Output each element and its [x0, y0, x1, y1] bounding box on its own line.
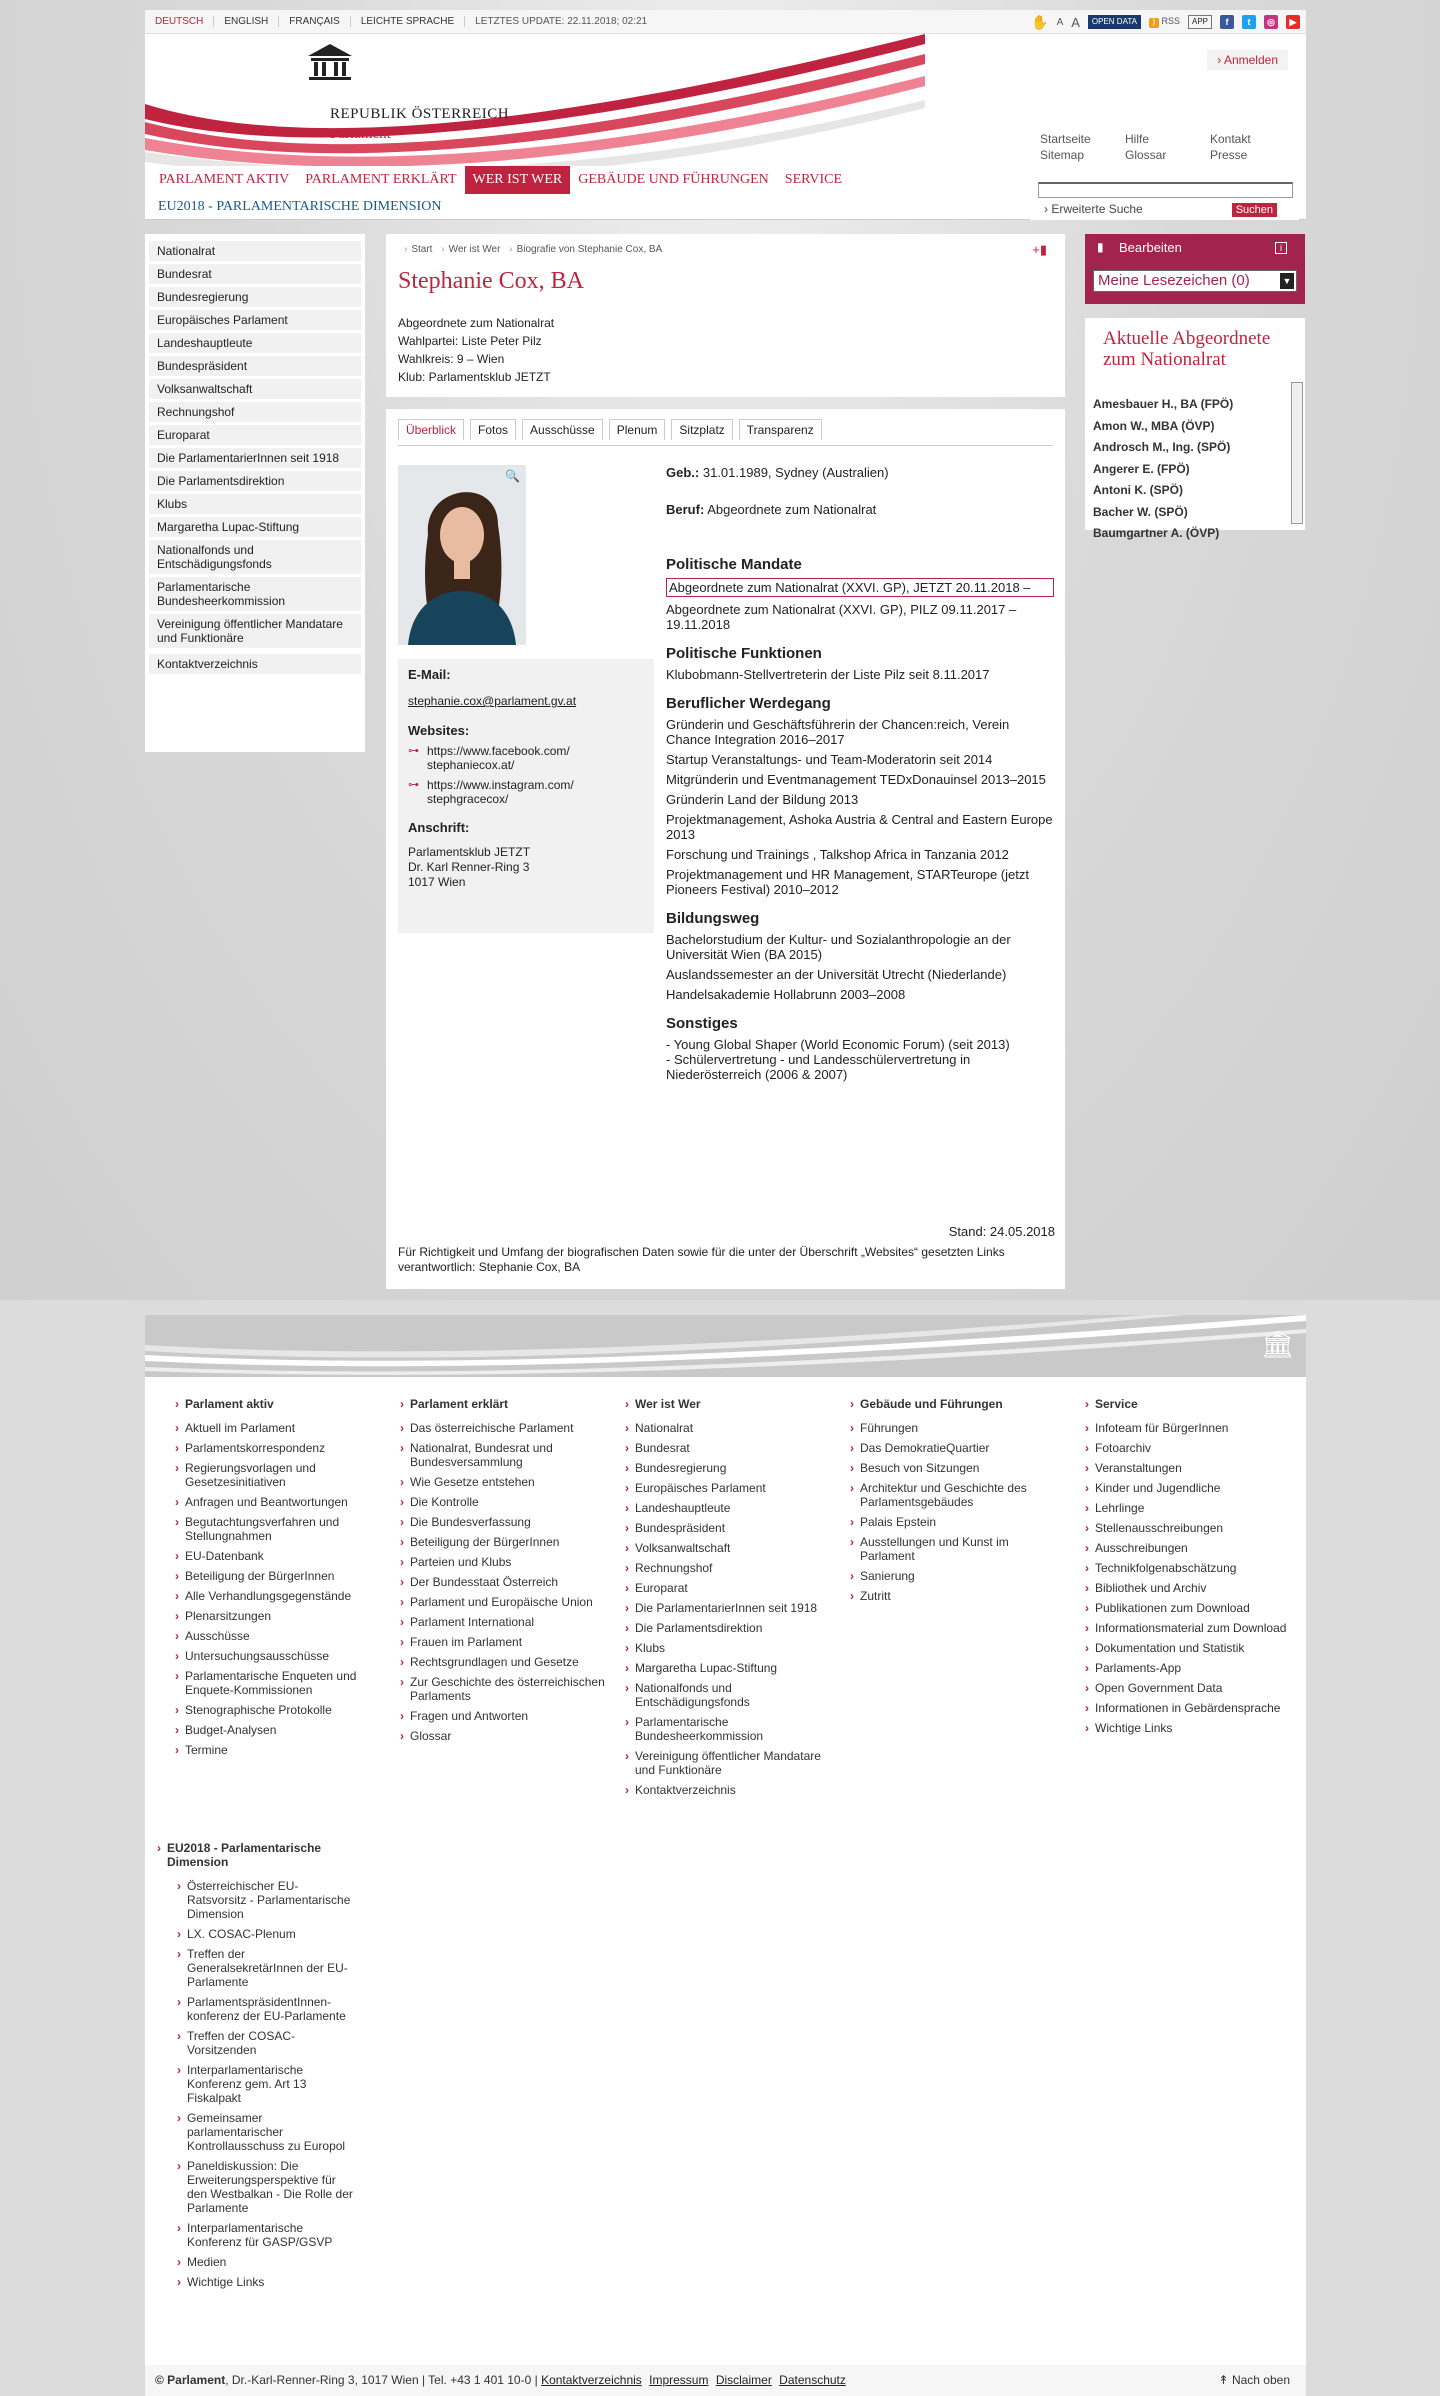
font-small-button[interactable]: A — [1056, 16, 1064, 28]
bio-content — [386, 409, 1065, 1289]
sidebar-item[interactable]: Volksanwaltschaft — [149, 379, 361, 399]
footer-link[interactable]: › Lehrlinge — [1095, 1501, 1295, 1515]
cv-item: Handelsakademie Hollabrunn 2003–2008 — [666, 987, 906, 1002]
person-info: Abgeordnete zum Nationalrat Wahlpartei: Liste Peter Pilz Wahlkreis: 9 – Wien Klub: Parlamentsklub JETZT — [398, 316, 555, 384]
portrait-photo[interactable] — [398, 465, 526, 645]
nav-wer-ist-wer[interactable]: WER IST WER — [465, 166, 571, 194]
sidebar-item[interactable]: Europäisches Parlament — [149, 310, 361, 330]
footer-column-heading[interactable]: › Parlament aktiv — [185, 1397, 385, 1411]
contact-box: E-Mail: stephanie.cox@parlament.gv.at Websites: ⊶ https://www.facebook.com/ stephaniecox.at/ ⊶ https://www.instagram.com/ stephgracecox/ Anschrift: Parlamentsklub JETZT Dr. Karl Renner-Ring 3 1017 Wien — [398, 659, 654, 933]
footer-link[interactable]: › Ausschüsse — [185, 1629, 385, 1643]
footer-link[interactable]: › Paneldiskussion: Die Erweiterungsperspektive für den Westbalkan - Die Rolle der Parlamente — [187, 2159, 357, 2215]
footer-link[interactable]: › Informationsmaterial zum Download — [1095, 1621, 1295, 1635]
facebook-icon[interactable]: f — [1220, 15, 1234, 29]
footer-link[interactable]: › LX. COSAC-Plenum — [187, 1927, 357, 1941]
current-mps-panel — [1085, 318, 1305, 540]
cv-item: Mitgründerin und Eventmanagement TEDxDonauinsel 2013–2015 — [666, 772, 1046, 787]
footer-link[interactable]: › Bundesregierung — [635, 1461, 835, 1475]
footer-link[interactable]: › Der Bundesstaat Österreich — [410, 1575, 610, 1589]
sidebar-item[interactable]: Landeshauptleute — [149, 333, 361, 353]
footer-link[interactable]: › Sanierung — [860, 1569, 1060, 1583]
footer-link[interactable]: › Veranstaltungen — [1095, 1461, 1295, 1475]
top-bar — [145, 10, 1306, 34]
service-links — [1040, 132, 1295, 162]
footer-link[interactable]: › Führungen — [860, 1421, 1060, 1435]
career-heading: Beruflicher Werdegang — [666, 695, 831, 712]
hilfe-link[interactable]: Hilfe — [1125, 132, 1150, 146]
mp-list-item[interactable]: Amon W., MBA (ÖVP) — [1093, 418, 1215, 433]
lang-francais[interactable]: FRANÇAIS — [279, 16, 351, 27]
footer-link[interactable]: › Bibliothek und Archiv — [1095, 1581, 1295, 1595]
footer-link[interactable]: › Ausschreibungen — [1095, 1541, 1295, 1555]
page-title: Stephanie Cox, BA — [398, 268, 584, 294]
bookmarks-dropdown[interactable]: Meine Lesezeichen (0) ▼ — [1093, 270, 1297, 292]
arrow-up-icon: ↟ — [1218, 2373, 1229, 2387]
mp-list-item[interactable]: Baumgartner A. (ÖVP) — [1093, 526, 1220, 540]
datenschutz-link[interactable]: Datenschutz — [779, 2373, 846, 2387]
bottom-bar: © Parlament, Dr.-Karl-Renner-Ring 3, 1017 Wien | Tel. +43 1 401 10-0 | Kontaktverzeichnis Impressum Disclaimer Datenschutz ↟ Nach oben — [145, 2365, 1306, 2396]
footer-link[interactable]: › Fragen und Antworten — [410, 1709, 610, 1723]
footer-link[interactable]: › Parlaments-App — [1095, 1661, 1295, 1675]
footer-link[interactable]: › Parteien und Klubs — [410, 1555, 610, 1569]
sidebar-item[interactable]: Nationalfonds und Entschädigungsfonds — [149, 540, 361, 574]
bookmark-add-icon[interactable]: +▮ — [1032, 242, 1047, 257]
tab-transparenz[interactable]: Transparenz — [739, 419, 822, 440]
startseite-link[interactable]: Startseite — [1040, 132, 1091, 146]
footer-link[interactable]: › Treffen der GeneralsekretärInnen der EU-Parlamente — [187, 1947, 357, 1989]
mp-list-scrollbar[interactable] — [1291, 382, 1303, 524]
back-to-top-link[interactable]: ↟ Nach oben — [1218, 2373, 1290, 2387]
cv-item: Auslandssemester an der Universität Utrecht (Niederlande) — [666, 967, 1007, 982]
last-update: LETZTES UPDATE: 22.11.2018; 02:21 — [475, 16, 648, 27]
sidebar-item[interactable]: Rechnungshof — [149, 402, 361, 422]
footer-link[interactable]: › Anfragen und Beantwortungen — [185, 1495, 385, 1509]
footer-link[interactable]: › Interparlamentarische Konferenz gem. Art 13 Fiskalpakt — [187, 2063, 357, 2105]
footer-link[interactable]: › Publikationen zum Download — [1095, 1601, 1295, 1615]
footer-column — [185, 1397, 385, 1763]
footer-column-heading[interactable]: › Service — [1095, 1397, 1295, 1411]
tab-ueberblick[interactable]: Überblick — [398, 419, 464, 440]
tab-ausschuesse[interactable]: Ausschüsse — [522, 419, 603, 440]
breadcrumb-wer-ist-wer[interactable]: Wer ist Wer — [448, 244, 501, 255]
rss-icon: ) — [1149, 18, 1159, 28]
cv-item: Projektmanagement und HR Management, STARTeurope (jetzt Pioneers Festival) 2010–2012 — [666, 867, 1029, 897]
mp-list-item[interactable]: Androsch M., Ing. (SPÖ) — [1093, 440, 1231, 454]
footer-link[interactable]: › Die ParlamentarierInnen seit 1918 — [635, 1601, 835, 1615]
instagram-icon[interactable]: ◎ — [1264, 15, 1278, 29]
mp-list — [1093, 394, 1285, 540]
other-item: - Young Global Shaper (World Economic Forum) (seit 2013) — [666, 1037, 1010, 1052]
edit-button[interactable]: Bearbeiten — [1119, 240, 1182, 255]
footer-column — [1095, 1397, 1295, 1741]
footer-link[interactable]: › Parlamentskorrespondenz — [185, 1441, 385, 1455]
cv-item: Gründerin und Geschäftsführerin der Chancen:reich, Verein Chance Integration 2016–2017 — [666, 717, 1010, 747]
cv-item: Startup Veranstaltungs- und Team-Moderatorin seit 2014 — [666, 752, 993, 767]
footer-link[interactable]: › Kinder und Jugendliche — [1095, 1481, 1295, 1495]
rss-link[interactable]: ) RSS — [1149, 16, 1180, 28]
footer-link[interactable]: › Parlamentarische Bundesheerkommission — [635, 1715, 835, 1743]
zoom-icon[interactable]: 🔍 — [505, 469, 520, 483]
footer-link[interactable]: › Alle Verhandlungsgegenstände — [185, 1589, 385, 1603]
footer-link[interactable]: › Fotoarchiv — [1095, 1441, 1295, 1455]
birth-info: Geb.: 31.01.1989, Sydney (Australien) — [666, 465, 889, 480]
footer-link[interactable]: › Europarat — [635, 1581, 835, 1595]
nav-gebaeude-fuehrungen[interactable]: GEBÄUDE UND FÜHRUNGEN — [578, 172, 769, 187]
footer-link[interactable]: › Wichtige Links — [187, 2275, 357, 2289]
footer-link[interactable]: › Rechtsgrundlagen und Gesetze — [410, 1655, 610, 1669]
email-link[interactable]: stephanie.cox@parlament.gv.at — [408, 694, 577, 708]
lang-english[interactable]: ENGLISH — [214, 16, 279, 27]
footer-link[interactable]: › Klubs — [635, 1641, 835, 1655]
sidebar-item[interactable]: Die ParlamentarierInnen seit 1918 — [149, 448, 361, 468]
footer-link[interactable]: › Open Government Data — [1095, 1681, 1295, 1695]
tab-plenum[interactable]: Plenum — [609, 419, 666, 440]
advanced-search-link[interactable]: › Erweiterte Suche — [1044, 202, 1143, 216]
disclaimer-text: Für Richtigkeit und Umfang der biografischen Daten sowie für die unter der Überschrift „Websites“ gesetzten Links verantwortlich: Stephanie Cox, BA — [398, 1245, 1005, 1274]
site-header — [145, 34, 1306, 166]
functions-heading: Politische Funktionen — [666, 645, 822, 662]
footer-link[interactable]: › Europäisches Parlament — [635, 1481, 835, 1495]
footer-link[interactable]: › Technikfolgenabschätzung — [1095, 1561, 1295, 1575]
tab-fotos[interactable]: Fotos — [470, 419, 516, 440]
mp-list-item[interactable]: Antoni K. (SPÖ) — [1093, 483, 1183, 497]
chevron-down-icon: ▼ — [1280, 273, 1294, 289]
mandate-previous: Abgeordnete zum Nationalrat (XXVI. GP), PILZ 09.11.2017 – 19.11.2018 — [666, 602, 1017, 632]
current-mps-title: Aktuelle Abgeordnete zum Nationalrat — [1103, 328, 1271, 370]
footer-link[interactable]: › Glossar — [410, 1729, 610, 1743]
footer-link[interactable]: › Nationalrat, Bundesrat und Bundesversammlung — [410, 1441, 610, 1469]
presse-link[interactable]: Presse — [1210, 148, 1248, 162]
open-data-button[interactable]: OPEN DATA — [1088, 15, 1141, 29]
tab-sitzplatz[interactable]: Sitzplatz — [671, 419, 732, 440]
footer-link[interactable]: › Bundesrat — [635, 1441, 835, 1455]
edit-panel — [1085, 234, 1305, 304]
sidebar-item[interactable]: Bundesregierung — [149, 287, 361, 307]
sidebar-item[interactable]: Margaretha Lupac-Stiftung — [149, 517, 361, 537]
footer-link[interactable]: › Beteiligung der BürgerInnen — [185, 1569, 385, 1583]
external-link-icon: ⊶ — [408, 779, 419, 791]
footer-link[interactable]: › Das österreichische Parlament — [410, 1421, 610, 1435]
other-item: - Schülervertretung - und Landesschülervertretung in Niederösterreich (2006 & 2007) — [666, 1052, 971, 1082]
login-link[interactable]: › Anmelden — [1207, 50, 1288, 70]
footer-band — [145, 1315, 1306, 1377]
info-icon[interactable]: i — [1275, 242, 1287, 254]
sidebar-item[interactable]: Bundesrat — [149, 264, 361, 284]
footer-link[interactable]: › Margaretha Lupac-Stiftung — [635, 1661, 835, 1675]
cv-item: Projektmanagement, Ashoka Austria & Central and Eastern Europe 2013 — [666, 812, 1053, 842]
footer-link[interactable]: › Die Kontrolle — [410, 1495, 610, 1509]
footer-link[interactable]: › Interparlamentarische Konferenz für GASP/GSVP — [187, 2221, 357, 2249]
kontaktverzeichnis-link[interactable]: Kontaktverzeichnis — [541, 2373, 642, 2387]
footer-column-eu2018 — [167, 1841, 357, 2295]
footer-link[interactable]: › Treffen der COSAC-Vorsitzenden — [187, 2029, 357, 2057]
footer-link[interactable]: › ParlamentspräsidentInnen-konferenz der EU-Parlamente — [187, 1995, 357, 2023]
website-link-facebook[interactable]: ⊶ https://www.facebook.com/ stephaniecox.at/ — [408, 744, 570, 772]
cv-section — [666, 465, 1054, 1082]
sitemap-link[interactable]: Sitemap — [1040, 148, 1085, 162]
footer-link[interactable]: › Stenographische Protokolle — [185, 1703, 385, 1717]
header-swoosh — [145, 34, 925, 166]
site-footer — [145, 1315, 1306, 2365]
footer-column-heading[interactable]: › Wer ist Wer — [635, 1397, 835, 1411]
footer-link[interactable]: › Wie Gesetze entstehen — [410, 1475, 610, 1489]
footer-link[interactable]: › Nationalfonds und Entschädigungsfonds — [635, 1681, 835, 1709]
sidebar-item[interactable]: Die Parlamentsdirektion — [149, 471, 361, 491]
footer-link[interactable]: › Die Parlamentsdirektion — [635, 1621, 835, 1635]
education-heading: Bildungsweg — [666, 910, 760, 927]
footer-link[interactable]: › Zutritt — [860, 1589, 1060, 1603]
footer-column — [860, 1397, 1060, 1609]
sidebar-item[interactable]: Parlamentarische Bundesheerkommission — [149, 577, 361, 611]
footer-column-heading[interactable]: › Parlament erklärt — [410, 1397, 610, 1411]
disclaimer-link[interactable]: Disclaimer — [715, 2373, 772, 2387]
footer-link[interactable]: › EU-Datenbank — [185, 1549, 385, 1563]
youtube-icon[interactable]: ▶ — [1286, 15, 1300, 29]
search-button[interactable]: Suchen — [1232, 203, 1277, 217]
footer-link[interactable]: › Besuch von Sitzungen — [860, 1461, 1060, 1475]
footer-link[interactable]: › Bundespräsident — [635, 1521, 835, 1535]
footer-link[interactable]: › Ausstellungen und Kunst im Parlament — [860, 1535, 1060, 1563]
parliament-logo-icon — [305, 42, 355, 82]
sidebar-item[interactable]: Klubs — [149, 494, 361, 514]
footer-link[interactable]: › Parlament International — [410, 1615, 610, 1629]
other-heading: Sonstiges — [666, 1015, 738, 1032]
footer-link[interactable]: › Frauen im Parlament — [410, 1635, 610, 1649]
breadcrumb: › Start › Wer ist Wer › Biografie von Stephanie Cox, BA — [404, 244, 663, 255]
sidebar-item[interactable]: Vereinigung öffentlicher Mandatare und Funktionäre — [149, 614, 361, 648]
footer-link[interactable]: › Regierungsvorlagen und Gesetzesinitiativen — [185, 1461, 385, 1489]
twitter-icon[interactable]: t — [1242, 15, 1256, 29]
footer-column-heading[interactable]: › Gebäude und Führungen — [860, 1397, 1060, 1411]
footer-link[interactable]: › Wichtige Links — [1095, 1721, 1295, 1735]
footer-link[interactable]: › Stellenausschreibungen — [1095, 1521, 1295, 1535]
sidebar-item[interactable]: Nationalrat — [149, 241, 361, 261]
external-link-icon: ⊶ — [408, 745, 419, 757]
footer-logo-icon: 🏛 — [1260, 1329, 1294, 1359]
cv-item: Bachelorstudium der Kultur- und Sozialanthropologie an der Universität Wien (BA 2015) — [666, 932, 1011, 962]
footer-link[interactable]: › Medien — [187, 2255, 357, 2269]
sidebar-item[interactable]: Bundespräsident — [149, 356, 361, 376]
footer-link[interactable]: › Palais Epstein — [860, 1515, 1060, 1529]
sign-language-icon[interactable]: ✋ — [1031, 13, 1049, 30]
mp-list-item[interactable]: Bacher W. (SPÖ) — [1093, 504, 1188, 519]
mandate-heading: Politische Mandate — [666, 556, 802, 573]
app-button[interactable]: APP — [1188, 15, 1212, 29]
nav-parlament-aktiv[interactable]: PARLAMENT AKTIV — [159, 172, 290, 187]
logo-text: REPUBLIK ÖSTERREICH — [330, 106, 510, 122]
footer-link[interactable]: › Rechnungshof — [635, 1561, 835, 1575]
bio-header — [386, 234, 1065, 397]
mandate-current: Abgeordnete zum Nationalrat (XXVI. GP), JETZT 20.11.2018 – — [666, 578, 1054, 597]
stand-date: Stand: 24.05.2018 — [948, 1224, 1055, 1239]
search-area — [1030, 178, 1299, 220]
glossar-link[interactable]: Glossar — [1125, 148, 1167, 162]
lang-leichte-sprache[interactable]: LEICHTE SPRACHE — [351, 16, 465, 27]
footer-link[interactable]: › Vereinigung öffentlicher Mandatare und Funktionäre — [635, 1749, 835, 1777]
footer-column-heading[interactable]: › EU2018 - Parlamentarische Dimension — [167, 1841, 357, 1869]
left-sidebar — [145, 234, 365, 752]
breadcrumb-current: Biografie von Stephanie Cox, BA — [516, 244, 663, 255]
nav-parlament-erklaert[interactable]: PARLAMENT ERKLÄRT — [305, 172, 457, 187]
footer-link[interactable]: › Untersuchungsausschüsse — [185, 1649, 385, 1663]
impressum-link[interactable]: Impressum — [649, 2373, 709, 2387]
footer-column — [410, 1397, 610, 1749]
footer-link[interactable]: › Zur Geschichte des österreichischen Parlaments — [410, 1675, 610, 1703]
footer-link[interactable]: › Infoteam für BürgerInnen — [1095, 1421, 1295, 1435]
kontakt-link[interactable]: Kontakt — [1210, 132, 1251, 146]
footer-link[interactable]: › Volksanwaltschaft — [635, 1541, 835, 1555]
website-link-instagram[interactable]: ⊶ https://www.instagram.com/ stephgracecox/ — [408, 778, 574, 806]
footer-link[interactable]: › Dokumentation und Statistik — [1095, 1641, 1295, 1655]
portrait-image — [398, 465, 526, 645]
bio-tabs — [398, 419, 822, 440]
footer-link[interactable]: › Parlamentarische Enqueten und Enquete-Kommissionen — [185, 1669, 385, 1697]
sidebar-item[interactable]: Europarat — [149, 425, 361, 445]
footer-link[interactable]: › Das DemokratieQuartier — [860, 1441, 1060, 1455]
footer-link[interactable]: › Termine — [185, 1743, 385, 1757]
footer-link[interactable]: › Informationen in Gebärdensprache — [1095, 1701, 1295, 1715]
footer-link[interactable]: › Budget-Analysen — [185, 1723, 385, 1737]
footer-link[interactable]: › Österreichischer EU-Ratsvorsitz - Parlamentarische Dimension — [187, 1879, 357, 1921]
cv-item: Forschung und Trainings , Talkshop Africa in Tanzania 2012 — [666, 847, 1009, 862]
footer-link[interactable]: › Begutachtungsverfahren und Stellungnahmen — [185, 1515, 385, 1543]
search-input[interactable] — [1038, 182, 1293, 198]
sub-nav-eu2018[interactable]: EU2018 - PARLAMENTARISCHE DIMENSION — [145, 194, 1306, 220]
font-large-button[interactable]: A — [1071, 14, 1080, 30]
footer-link[interactable]: › Aktuell im Parlament — [185, 1421, 385, 1435]
bookmark-icon: ▮ — [1097, 240, 1104, 254]
sidebar-item[interactable]: Kontaktverzeichnis — [149, 654, 361, 674]
footer-link[interactable]: › Nationalrat — [635, 1421, 835, 1435]
footer-column — [635, 1397, 835, 1803]
mp-list-item[interactable]: Amesbauer H., BA (FPÖ) — [1093, 397, 1234, 411]
mp-list-item[interactable]: Angerer E. (FPÖ) — [1093, 461, 1190, 476]
footer-link[interactable]: › Landeshauptleute — [635, 1501, 835, 1515]
footer-link[interactable]: › Gemeinsamer parlamentarischer Kontrollausschuss zu Europol — [187, 2111, 357, 2153]
footer-link[interactable]: › Beteiligung der BürgerInnen — [410, 1535, 610, 1549]
cv-item: Gründerin Land der Bildung 2013 — [666, 792, 859, 807]
logo-subtext: Parlament — [330, 126, 391, 142]
function-item: Klubobmann-Stellvertreterin der Liste Pilz seit 8.11.2017 — [666, 667, 990, 682]
breadcrumb-start[interactable]: Start — [411, 244, 433, 255]
footer-link[interactable]: › Die Bundesverfassung — [410, 1515, 610, 1529]
profession-info: Beruf: Abgeordnete zum Nationalrat — [666, 502, 877, 517]
lang-deutsch[interactable]: DEUTSCH — [145, 16, 214, 27]
footer-link[interactable]: › Kontaktverzeichnis — [635, 1783, 835, 1797]
footer-link[interactable]: › Plenarsitzungen — [185, 1609, 385, 1623]
nav-service[interactable]: SERVICE — [784, 172, 843, 187]
footer-link[interactable]: › Architektur und Geschichte des Parlamentsgebäudes — [860, 1481, 1060, 1509]
footer-link[interactable]: › Parlament und Europäische Union — [410, 1595, 610, 1609]
